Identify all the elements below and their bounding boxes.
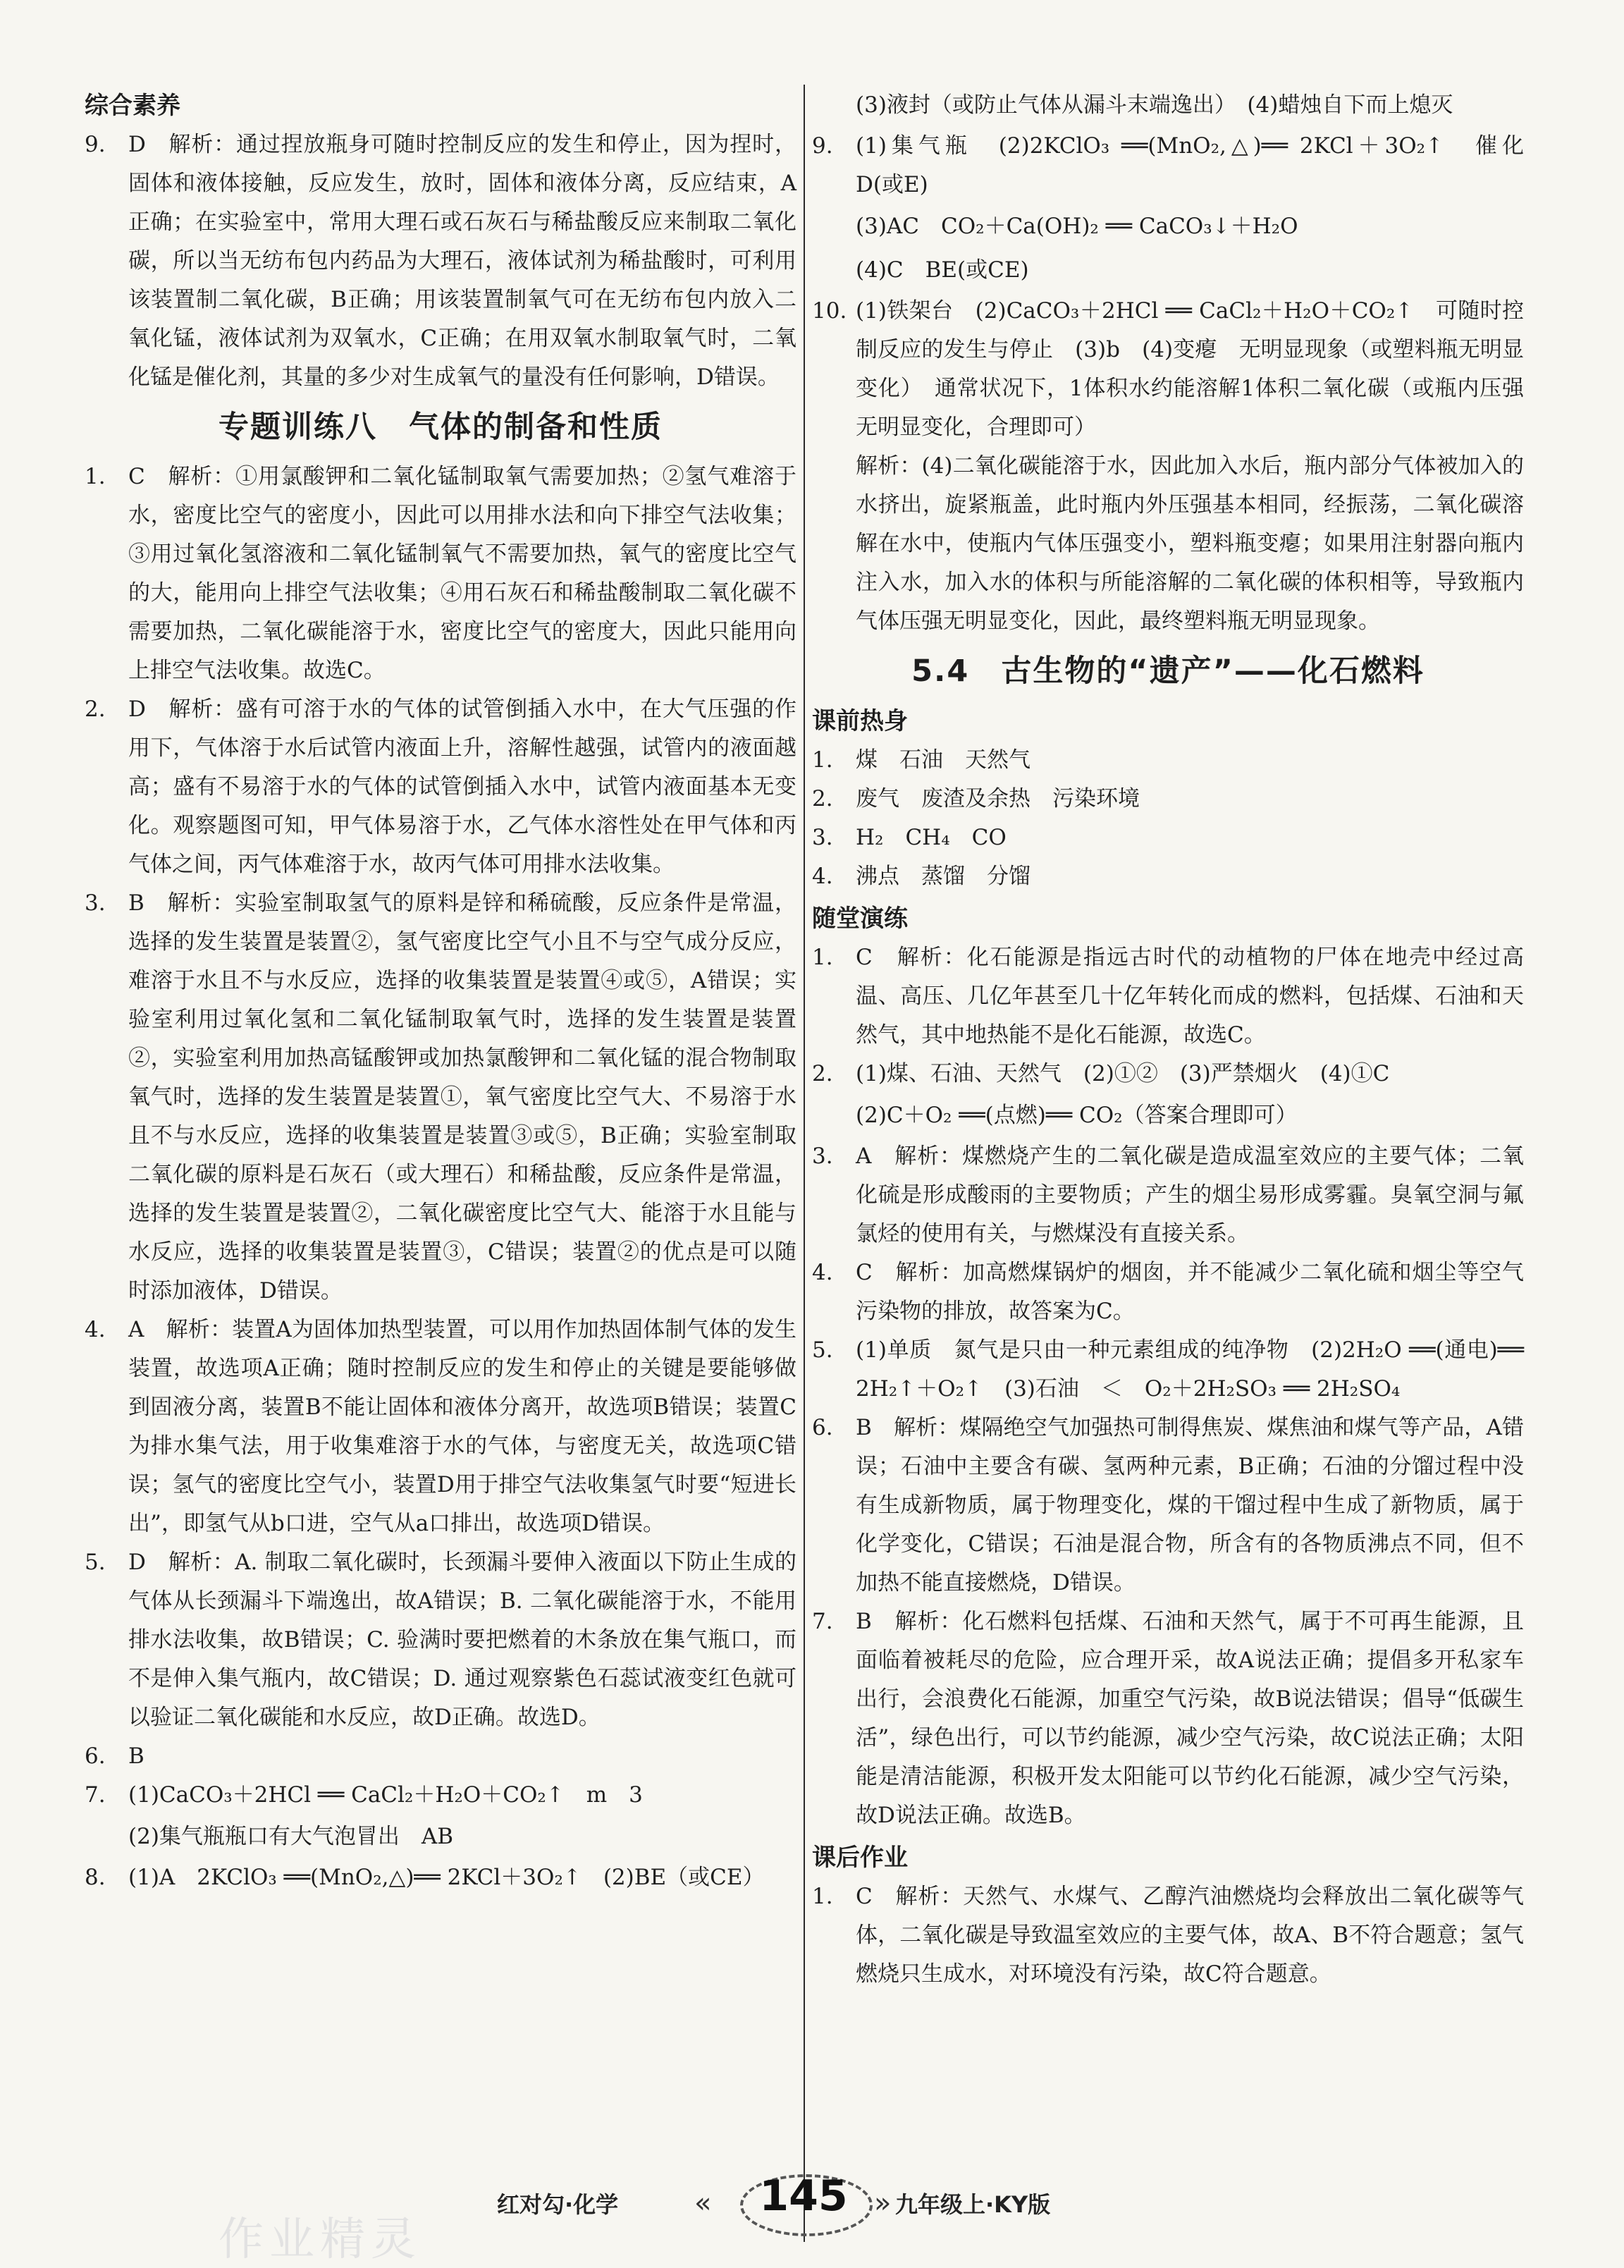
item-number-spacer bbox=[812, 447, 856, 641]
item-text: (1)集气瓶 (2)2KClO₃ ══(MnO₂,△)══ 2KCl＋3O₂↑ 催化 D(或E) bbox=[856, 133, 1546, 197]
item-number: 9. bbox=[812, 133, 833, 159]
item-text: (1)A 2KClO₃ ══(MnO₂,△)══ 2KCl＋3O₂↑ (2)BE（或CE） bbox=[128, 1865, 765, 1890]
item-text: B 解析：实验室制取氢气的原料是锌和稀硫酸，反应条件是常温，选择的发生装置是装置②，氢气密度比空气小且不与空气成分反应，难溶于水且不与水反应，选择的收集装置是装置④或⑤，A错误；实验室利用过氧化氢和二氧化锰制取氧气时，选择的发生装置是装置②，实验室利用加热高锰酸钾或加热氯酸钾和二氧化锰的混合物制取氧气时，选择的发生装置是装置①，氧气密度比空气大、不易溶于水且不与水反应，选择的收集装置是装置③或⑤，B正确；实验室制取二氧化碳的原料是石灰石（或大理石）和稀盐酸，反应条件是常温，选择的发生装置是装置②，二氧化碳密度比空气大、能溶于水且能与水反应，选择的收集装置是装置③，C错误；装置②的优点是可以随时添加液体，D错误。 bbox=[128, 890, 796, 1304]
item-text: H₂ CH₄ CO bbox=[856, 825, 1007, 850]
item-text: 废气 废渣及余热 污染环境 bbox=[856, 786, 1140, 811]
item-text: 解析：(4)二氧化碳能溶于水，因此加入水后，瓶内部分气体被加入的水挤出，旋紧瓶盖，此时瓶内外压强基本相同，经振荡，二氧化碳溶解在水中，使瓶内气体压强变小，塑料瓶变瘪；如果用注射器向瓶内注入水，加入水的体积与所能溶解的二氧化碳的体积相等，导致瓶内气体压强无明显变化，因此，最终塑料瓶无明显现象。 bbox=[856, 453, 1524, 634]
item-number: 2. bbox=[85, 697, 106, 722]
answer-item bbox=[812, 1253, 1524, 1331]
column-divider bbox=[804, 85, 805, 2242]
topic-title: 专题训练八 气体的制备和性质 bbox=[219, 410, 663, 445]
item-text: D 解析：盛有可溶于水的气体的试管倒插入水中，在大气压强的作用下，气体溶于水后试管内液面上升，溶解性越强，试管内的液面越高；盛有不易溶于水的气体的试管倒插入水中，试管内液面基本无变化。观察题图可知，甲气体易溶于水，乙气体水溶性处在甲气体和丙气体之间，丙气体难溶于水，故丙气体可用排水法收集。 bbox=[128, 697, 796, 877]
answer-item bbox=[812, 741, 1524, 780]
item-text: B 解析：化石燃料包括煤、石油和天然气，属于不可再生能源，且面临着被耗尽的危险，应合理开采，故A说法正确；提倡多开私家车出行，会浪费化石能源，加重空气污染，故B说法错误；倡导“低碳生活”，绿色出行，可以节约能源，减少空气污染，故C说法正确；太阳能是清洁能源，积极开发太阳能可以节约化石能源，减少空气污染，故D说法正确。故选B。 bbox=[856, 1609, 1524, 1828]
double-chevron-right-icon: » bbox=[874, 2187, 892, 2219]
page-number: 145 bbox=[759, 2171, 848, 2221]
answer-continuation: (4)C BE(或CE) bbox=[856, 257, 1029, 283]
section-heading-comprehensive: 综合素养 bbox=[85, 92, 180, 120]
section-heading-practice: 随堂演练 bbox=[812, 905, 908, 933]
item-number: 3. bbox=[85, 890, 106, 916]
answer-continuation: (2)C＋O₂ ══(点燃)══ CO₂（答案合理即可） bbox=[856, 1103, 1298, 1128]
item-text: (1)煤、石油、天然气 (2)①② (3)严禁烟火 (4)①C bbox=[856, 1061, 1390, 1086]
item-number: 1. bbox=[812, 1884, 833, 1909]
item-number: 4. bbox=[812, 864, 833, 889]
item-number: 2. bbox=[812, 786, 833, 811]
answer-item bbox=[85, 1737, 796, 1776]
answer-item bbox=[812, 819, 1524, 857]
book-title: 红对勾·化学 bbox=[497, 2191, 619, 2218]
answer-item bbox=[812, 1331, 1524, 1409]
item-number: 3. bbox=[812, 825, 833, 850]
item-number: 6. bbox=[812, 1415, 833, 1440]
answer-item bbox=[812, 1409, 1524, 1602]
lesson-title: 5.4 古生物的“遗产”——化石燃料 bbox=[911, 654, 1425, 689]
item-number: 7. bbox=[812, 1609, 833, 1634]
watermark: 作业精灵 bbox=[219, 2214, 422, 2266]
item-text: (1)铁架台 (2)CaCO₃＋2HCl ══ CaCl₂＋H₂O＋CO₂↑ 可随时控制反应的发生与停止 (3)b (4)变瘪 无明显现象（或塑料瓶无明显变化） 通常状况下，1体积水约能溶解1体积二氧化碳（或瓶内压强无明显变化，合理即可） bbox=[856, 298, 1524, 440]
answer-item bbox=[812, 447, 1524, 641]
answer-item bbox=[85, 1311, 796, 1543]
item-number: 5. bbox=[85, 1550, 106, 1575]
item-text: C 解析：化石能源是指远古时代的动植物的尸体在地壳中经过高温、高压、几亿年甚至几十亿年转化而成的燃料，包括煤、石油和天然气，其中地热能不是化石能源，故选C。 bbox=[856, 945, 1524, 1048]
answer-item bbox=[812, 127, 1546, 204]
item-number: 1. bbox=[812, 747, 833, 773]
double-chevron-left-icon: « bbox=[694, 2187, 712, 2219]
answer-item bbox=[85, 884, 796, 1311]
item-number: 8. bbox=[85, 1865, 106, 1890]
answer-item bbox=[812, 1137, 1524, 1253]
item-text: (1)CaCO₃＋2HCl ══ CaCl₂＋H₂O＋CO₂↑ m 3 bbox=[128, 1782, 643, 1808]
item-text: D 解析：通过捏放瓶身可随时控制反应的发生和停止，因为捏时，固体和液体接触，反应发生，放时，固体和液体分离，反应结束，A正确；在实验室中，常用大理石或石灰石与稀盐酸反应来制取二氧化碳，所以当无纺布包内药品为大理石，液体试剂为稀盐酸时，可利用该装置制二氧化碳，B正确；用该装置制氧气可在无纺布包内放入二氧化锰，液体试剂为双氧水，C正确；在用双氧水制取氧气时，二氧化锰是催化剂，其量的多少对生成氧气的量没有任何影响，D错误。 bbox=[128, 132, 796, 390]
right-column bbox=[812, 83, 1546, 1994]
item-text: C 解析：①用氯酸钾和二氧化锰制取氧气需要加热；②氢气难溶于水，密度比空气的密度小，因此可以用排水法和向下排空气法收集；③用过氧化氢溶液和二氧化锰制氧气不需要加热，氧气的密度比空气的大，能用向上排空气法收集；④用石灰石和稀盐酸制取二氧化碳不需要加热，二氧化碳能溶于水，密度比空气的密度大，因此只能用向上排空气法收集。故选C。 bbox=[128, 464, 796, 683]
item-text: C 解析：天然气、水煤气、乙醇汽油燃烧均会释放出二氧化碳等气体，二氧化碳是导致温室效应的主要气体，故A、B不符合题意；氢气燃烧只生成水，对环境没有污染，故C符合题意。 bbox=[856, 1884, 1524, 1987]
answer-item bbox=[85, 125, 796, 397]
answer-continuation: (3)液封（或防止气体从漏斗末端逸出） (4)蜡烛自下而上熄灭 bbox=[856, 92, 1453, 118]
answer-item bbox=[812, 857, 1524, 896]
grade-edition: 九年级上·KY版 bbox=[895, 2191, 1051, 2218]
item-number: 4. bbox=[85, 1317, 106, 1342]
item-number: 5. bbox=[812, 1337, 833, 1363]
item-number: 3. bbox=[812, 1144, 833, 1169]
answer-item bbox=[812, 1602, 1524, 1835]
item-number: 2. bbox=[812, 1061, 833, 1086]
section-heading-homework: 课后作业 bbox=[812, 1844, 908, 1872]
answer-item bbox=[812, 938, 1524, 1055]
item-number: 1. bbox=[85, 464, 106, 489]
answer-item bbox=[85, 1858, 796, 1897]
item-text: 煤 石油 天然气 bbox=[856, 747, 1031, 773]
answer-item bbox=[85, 1776, 796, 1815]
item-number: 4. bbox=[812, 1260, 833, 1285]
item-text: A 解析：装置A为固体加热型装置，可以用作加热固体制气体的发生装置，故选项A正确；随时控制反应的发生和停止的关键是要能够做到固液分离，装置B不能让固体和液体分离开，故选项B错误；装置C为排水集气法，用于收集难溶于水的气体，与密度无关，故选项C错误；氢气的密度比空气小，装置D用于排空气法收集氢气时要“短进长出”，即氢气从b口进，空气从a口排出，故选项D错误。 bbox=[128, 1317, 796, 1536]
item-number: 6. bbox=[85, 1743, 106, 1769]
answer-item bbox=[812, 292, 1524, 447]
answer-continuation: (2)集气瓶瓶口有大气泡冒出 AB bbox=[128, 1824, 454, 1849]
answer-continuation: (3)AC CO₂＋Ca(OH)₂ ══ CaCO₃↓＋H₂O bbox=[856, 214, 1298, 239]
item-text: A 解析：煤燃烧产生的二氧化碳是造成温室效应的主要气体；二氧化硫是形成酸雨的主要物质；产生的烟尘易形成雾霾。臭氧空洞与氟氯烃的使用有关，与燃煤没有直接关系。 bbox=[856, 1144, 1524, 1246]
answer-item bbox=[85, 1543, 796, 1737]
item-text: B 解析：煤隔绝空气加强热可制得焦炭、煤焦油和煤气等产品，A错误；石油中主要含有碳、氢两种元素，B正确；石油的分馏过程中没有生成新物质，属于物理变化，煤的干馏过程中生成了新物质，属于化学变化，C错误；石油是混合物，所含有的各物质沸点不同，但不加热不能直接燃烧，D错误。 bbox=[856, 1415, 1524, 1595]
left-column bbox=[85, 83, 796, 1897]
section-heading-warmup: 课前热身 bbox=[812, 707, 908, 735]
item-number: 9. bbox=[85, 132, 106, 157]
answer-item bbox=[812, 1055, 1524, 1093]
answer-item bbox=[812, 780, 1524, 819]
answer-item bbox=[85, 458, 796, 690]
answer-item bbox=[85, 690, 796, 884]
item-text: C 解析：加高燃煤锅炉的烟囱，并不能减少二氧化硫和烟尘等空气污染物的排放，故答案为C。 bbox=[856, 1260, 1524, 1324]
item-number: 7. bbox=[85, 1782, 106, 1808]
item-text: 沸点 蒸馏 分馏 bbox=[856, 864, 1031, 889]
item-text: D 解析：A. 制取二氧化碳时，长颈漏斗要伸入液面以下防止生成的气体从长颈漏斗下端逸出，故A错误；B. 二氧化碳能溶于水，不能用排水法收集，故B错误；C. 验满时要把燃着的木条放在集气瓶口，而不是伸入集气瓶内，故C错误；D. 通过观察紫色石蕊试液变红色就可以验证二氧化碳能和水反应，故D正确。故选D。 bbox=[128, 1550, 796, 1730]
item-number: 10. bbox=[812, 298, 847, 324]
item-number: 1. bbox=[812, 945, 833, 970]
item-text: B bbox=[128, 1743, 144, 1769]
item-text: (1)单质 氮气是只由一种元素组成的纯净物 (2)2H₂O ══(通电)══ 2H₂↑＋O₂↑ (3)石油 ＜ O₂＋2H₂SO₃ ══ 2H₂SO₄ bbox=[856, 1337, 1524, 1402]
answer-item bbox=[812, 1877, 1524, 1994]
